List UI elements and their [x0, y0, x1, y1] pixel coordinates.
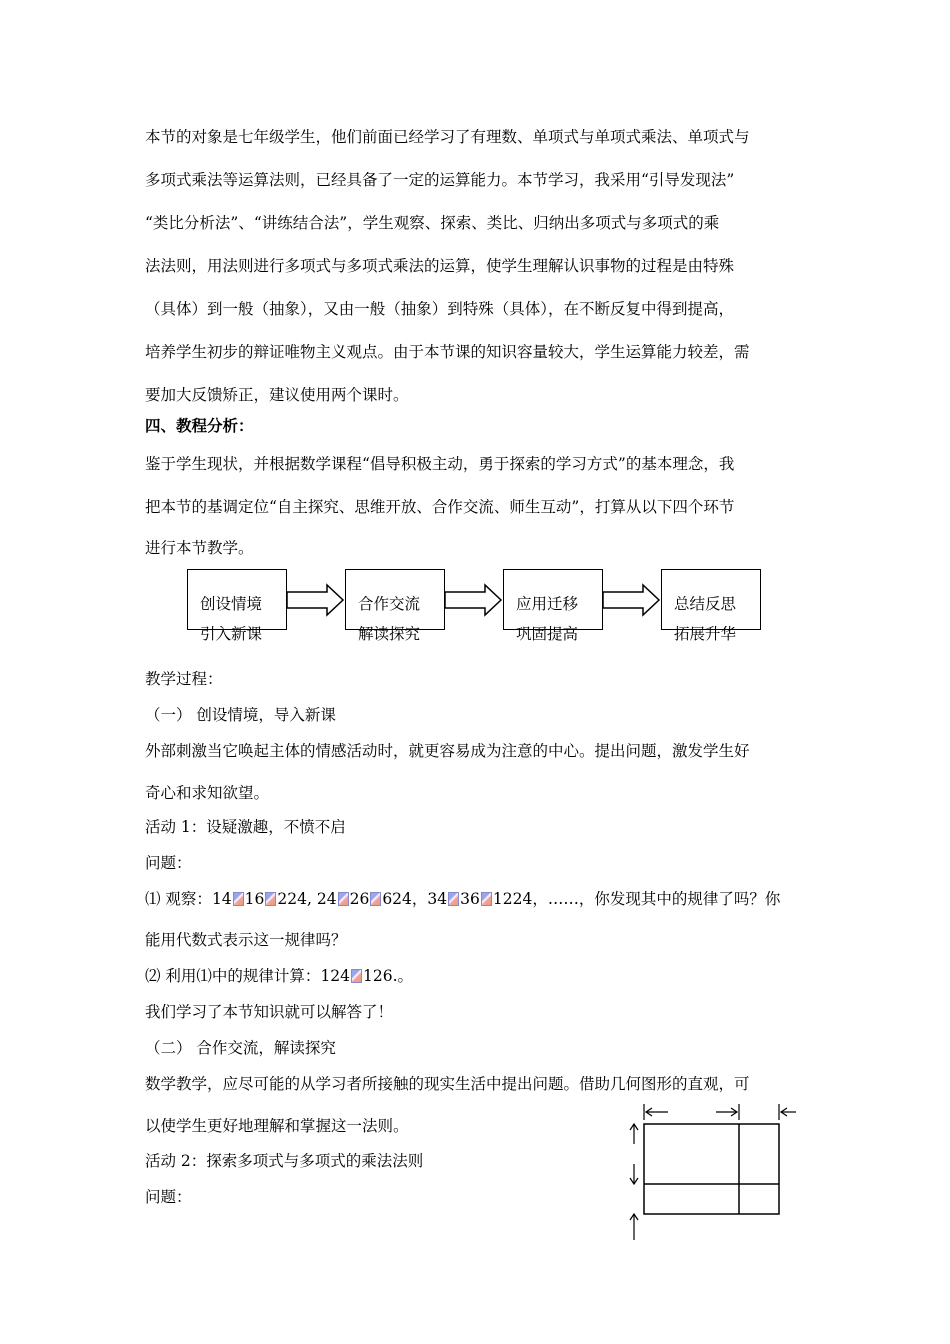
times-symbol-icon: [233, 892, 244, 906]
q1-n6: 624，: [382, 890, 428, 908]
text-line: 能用代数式表示这一规律吗？: [145, 931, 347, 949]
text-line: 进行本节教学。: [145, 539, 254, 557]
q1-n5: 26: [349, 890, 370, 908]
equals-symbol-icon: [370, 892, 381, 906]
question-1: [145, 890, 780, 908]
flow-step-subtitle: 引入新课: [200, 625, 263, 643]
flow-step-subtitle: 巩固提高: [516, 625, 579, 643]
q1-n1: 14: [211, 890, 232, 908]
q1-n3: 224,: [277, 890, 312, 908]
flow-step-subtitle: 解读探究: [358, 625, 421, 643]
text-line: 多项式乘法等运算法则，已经具备了一定的运算能力。本节学习，我采用“引导发现法”: [145, 171, 735, 189]
equals-symbol-icon: [265, 892, 276, 906]
flow-arrow-icon: [445, 585, 501, 615]
q1-n2: 16: [244, 890, 265, 908]
text-line: 把本节的基调定位“自主探究、思维开放、合作交流、师生互动”，打算从以下四个环节: [145, 498, 735, 516]
text-line: 法法则，用法则进行多项式与多项式乘法的运算，使学生理解认识事物的过程是由特殊: [145, 257, 735, 275]
question-2: [145, 967, 413, 985]
text-line: 以使学生更好地理解和掌握这一法则。: [145, 1117, 409, 1135]
flow-arrow-icon: [603, 585, 659, 615]
flow-arrow-icon: [287, 585, 343, 615]
text-line: 鉴于学生现状，并根据数学课程“倡导积极主动，勇于探索的学习方式”的基本理念，我: [145, 455, 735, 473]
text-line: 要加大反馈矫正，建议使用两个课时。: [145, 386, 409, 404]
q1-n4: 24: [311, 890, 337, 908]
q1-suffix: ……，你发现其中的规律了吗？你: [547, 890, 781, 908]
question-label: 问题：: [145, 854, 192, 872]
equals-symbol-icon: [481, 892, 492, 906]
times-symbol-icon: [351, 969, 362, 983]
section-title: （一） 创设情境，导入新课: [145, 706, 336, 724]
flow-step-title: 创设情境: [200, 595, 263, 613]
closing-text: 我们学习了本节知识就可以解答了！: [145, 1003, 394, 1021]
text-line: “类比分析法”、“讲练结合法”，学生观察、探索、类比、归纳出多项式与多项式的乘: [145, 214, 720, 232]
times-symbol-icon: [338, 892, 349, 906]
section-heading: 四、教程分析：: [145, 416, 254, 435]
flow-step-title: 合作交流: [358, 595, 421, 613]
process-label: 教学过程：: [145, 670, 223, 688]
text-line: 数学教学，应尽可能的从学习者所接触的现实生活中提出问题。借助几何图形的直观，可: [145, 1075, 750, 1093]
text-line: 本节的对象是七年级学生，他们前面已经学习了有理数、单项式与单项式乘法、单项式与: [145, 128, 750, 146]
times-symbol-icon: [448, 892, 459, 906]
q2-n2: 126.。: [363, 967, 414, 985]
text-line: 培养学生初步的辩证唯物主义观点。由于本节课的知识容量较大，学生运算能力较差，需: [145, 343, 750, 361]
q1-n7: 34: [427, 890, 448, 908]
q1-prefix: ⑴ 观察：: [145, 890, 212, 908]
q2-prefix: ⑵ 利用⑴中的规律计算：: [145, 967, 321, 985]
outer-rectangle: [644, 1124, 779, 1214]
activity-title: 活动 2：探索多项式与多项式的乘法法则: [145, 1152, 424, 1170]
flow-step-subtitle: 拓展升华: [674, 625, 737, 643]
rectangle-area-figure: [620, 1100, 800, 1250]
q1-n8: 36: [460, 890, 480, 908]
activity-title: 活动 1：设疑激趣，不愤不启: [145, 818, 346, 836]
q2-n1: 124: [320, 967, 351, 985]
text-line: 外部刺激当它唤起主体的情感活动时，就更容易成为注意的中心。提出问题，激发学生好: [145, 742, 750, 760]
section-title: （二） 合作交流，解读探究: [145, 1039, 336, 1057]
text-line: 奇心和求知欲望。: [145, 784, 270, 802]
flow-step-title: 应用迁移: [516, 595, 579, 613]
q1-n9: 1224，: [492, 890, 548, 908]
question-label: 问题：: [145, 1188, 192, 1206]
text-line: （具体）到一般（抽象），又由一般（抽象）到特殊（具体），在不断反复中得到提高，: [145, 300, 735, 318]
flow-step-title: 总结反思: [674, 595, 737, 613]
